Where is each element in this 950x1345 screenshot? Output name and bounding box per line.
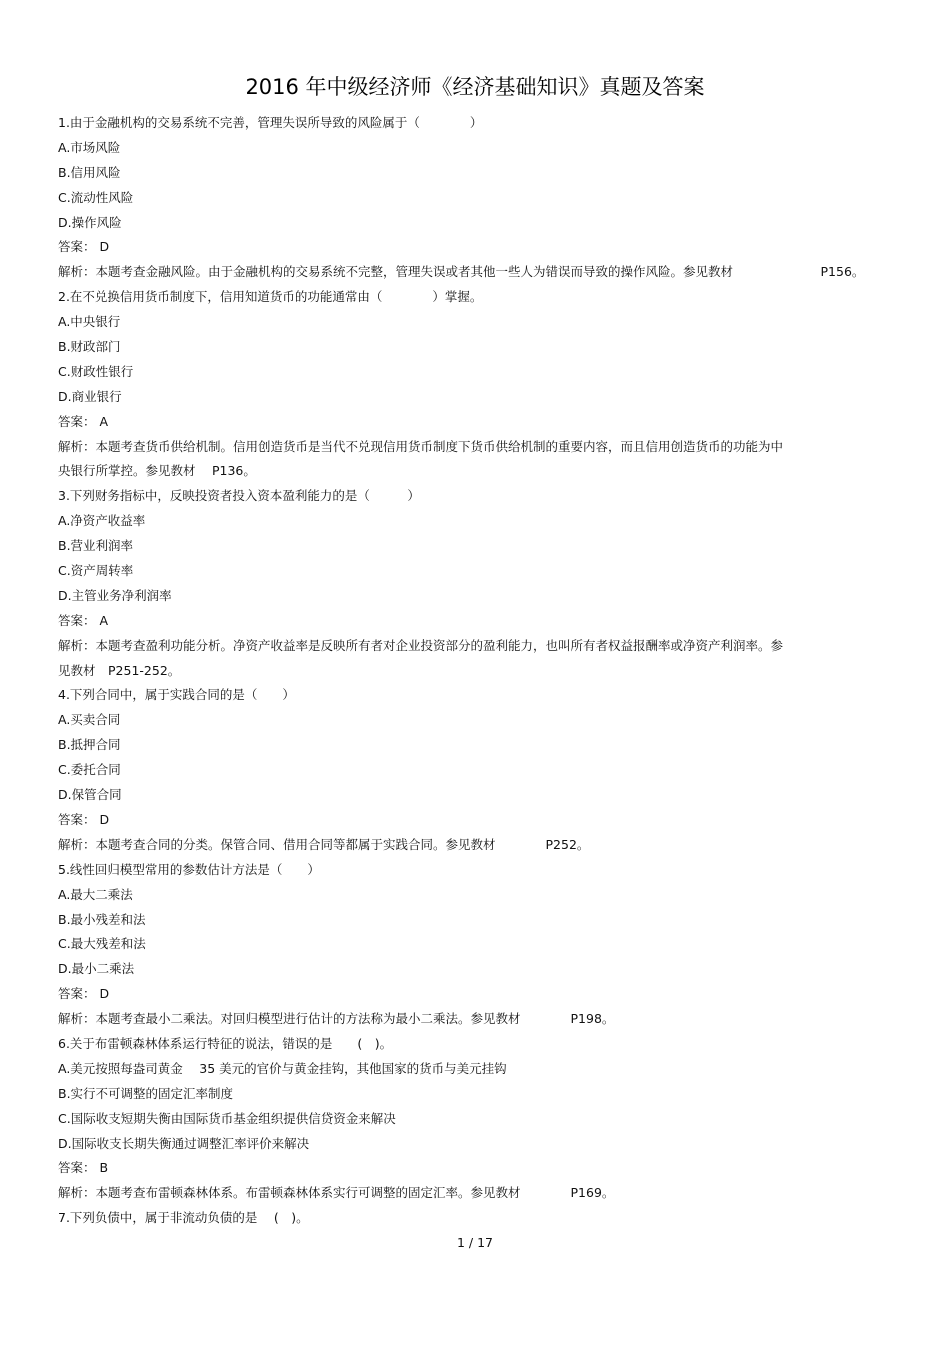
text-line: A.市场风险 [58, 139, 121, 155]
text-line: 4.下列合同中，属于实践合同的是（ ） [58, 687, 295, 703]
text-line: C.最大残差和法 [58, 936, 146, 952]
text-line: B.信用风险 [58, 164, 121, 180]
text-line: A.净资产收益率 [58, 513, 146, 529]
text-line: D.最小二乘法 [58, 961, 135, 977]
text-line: 解析：本题考查金融风险。由于金融机构的交易系统不完整，管理失误或者其他一些人为错误而导致的操作风险。参见教材 P156。 [58, 264, 865, 280]
text-line: 解析：本题考查盈利功能分析。净资产收益率是反映所有者对企业投资部分的盈利能力，也叫所有者权益报酬率或净资产利润率。参 [58, 637, 784, 653]
text-line: 7.下列负债中，属于非流动负债的是 ( )。 [58, 1210, 309, 1226]
text-line: A.中央银行 [58, 314, 121, 330]
text-line: 答案： D [58, 239, 110, 255]
text-line: A.最大二乘法 [58, 886, 133, 902]
text-line: B.营业利润率 [58, 538, 134, 554]
text-line: 解析：本题考查布雷顿森林体系。布雷顿森林体系实行可调整的固定汇率。参见教材 P169。 [58, 1185, 615, 1201]
page-number: 1 / 17 [456, 1235, 494, 1250]
text-line: 3.下列财务指标中，反映投资者投入资本盈利能力的是（ ） [58, 488, 420, 504]
text-line: 1.由于金融机构的交易系统不完善，管理失误所导致的风险属于（ ） [58, 115, 483, 130]
text-line: 答案： A [58, 413, 109, 429]
text-line: 解析：本题考查货币供给机制。信用创造货币是当代不兑现信用货币制度下货币供给机制的重要内容，而且信用创造货币的功能为中 [58, 438, 784, 454]
text-line: B.财政部门 [58, 339, 121, 355]
text-line: B.实行不可调整的固定汇率制度 [58, 1085, 234, 1101]
text-line: 解析：本题考查最小二乘法。对回归模型进行估计的方法称为最小二乘法。参见教材 P198。 [58, 1011, 615, 1027]
text-line: B.抵押合同 [58, 737, 121, 753]
text-line: 央银行所掌控。参见教材 P136。 [58, 463, 256, 479]
text-line: C.国际收支短期失衡由国际货币基金组织提供信贷资金来解决 [58, 1110, 396, 1126]
text-line: 5.线性回归模型常用的参数估计方法是（ ） [58, 861, 320, 877]
text-line: D.商业银行 [58, 388, 122, 404]
text-line: B.最小残差和法 [58, 911, 146, 927]
text-line: D.操作风险 [58, 214, 122, 230]
text-line: 解析：本题考查合同的分类。保管合同、借用合同等都属于实践合同。参见教材 P252。 [58, 836, 590, 852]
text-line: A.美元按照每盎司黄金 35 美元的官价与黄金挂钩，其他国家的货币与美元挂钩 [58, 1060, 507, 1076]
text-line: 答案： D [58, 986, 110, 1002]
document-title: 2016 年中级经济师《经济基础知识》真题及答案 [245, 75, 705, 99]
text-line: A.买卖合同 [58, 712, 121, 728]
text-line: C.财政性银行 [58, 363, 134, 379]
text-line: D.保管合同 [58, 787, 122, 803]
text-line: 见教材 P251-252。 [58, 662, 181, 678]
document-body [58, 111, 878, 1231]
text-line: C.资产周转率 [58, 563, 134, 579]
text-line: 6.关于布雷顿森林体系运行特征的说法，错误的是 ( )。 [58, 1035, 393, 1051]
text-line: D.主管业务净利润率 [58, 587, 172, 603]
text-line: D.国际收支长期失衡通过调整汇率评价来解决 [58, 1135, 310, 1151]
text-line: 答案： D [58, 811, 110, 827]
text-line: 答案： B [58, 1160, 109, 1176]
text-line: 2.在不兑换信用货币制度下，信用知道货币的功能通常由（ ）掌握。 [58, 289, 483, 305]
text-line: 答案： A [58, 612, 109, 628]
text-line: C.委托合同 [58, 762, 121, 778]
text-line: C.流动性风险 [58, 189, 134, 205]
